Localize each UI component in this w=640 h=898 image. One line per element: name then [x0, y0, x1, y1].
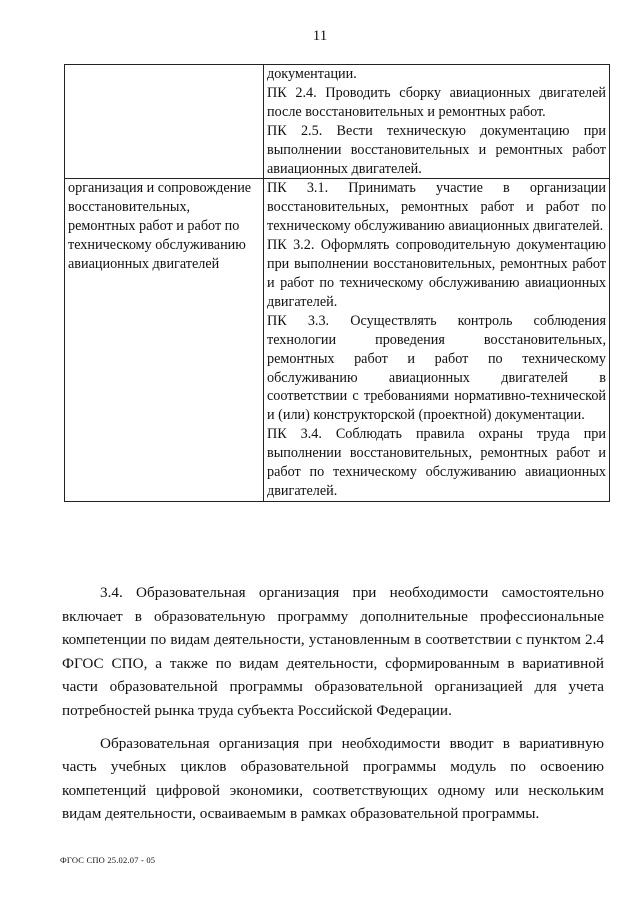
paragraph: 3.4. Образовательная организация при необходимости самостоятельно включает в образовательную программу дополнительные профессиональные компетенции по видам деятельности, установленным в соответствии с пунктом 2.4 ФГОС СПО, а также по видам деятельности, сформированным в вариативной части образовательной программы образовательной организацией для учета потребностей рынка труда субъекта Российской Федерации.: [62, 584, 604, 719]
competency-item: документации.: [267, 66, 357, 82]
competency-item: ПК 3.4. Соблюдать правила охраны труда при выполнении восстановительных, ремонтных работ и работ по техническому обслуживанию авиационных двигателей.: [267, 426, 606, 499]
footer-code: ФГОС СПО 25.02.07 - 05: [60, 855, 156, 865]
table-row: [65, 179, 610, 501]
activity-cell: [65, 65, 264, 179]
competency-item: ПК 2.4. Проводить сборку авиационных двигателей после восстановительных и ремонтных работ.: [267, 84, 606, 120]
body-text: [62, 581, 604, 826]
table-row: [65, 65, 610, 179]
activity-cell: организация и сопровождение восстановительных, ремонтных работ и работ по техническому обслуживанию авиационных двигателей: [65, 179, 264, 501]
competencies-cell: [264, 179, 610, 501]
competencies-cell: [264, 65, 610, 179]
competency-item: ПК 3.2. Оформлять сопроводительную документацию при выполнении восстановительных, ремонтных работ и работ по техническому обслуживанию авиационных двигателей.: [267, 237, 606, 310]
competency-item: ПК 3.3. Осуществлять контроль соблюдения технологии проведения восстановительных, ремонтных работ и работ по техническому обслуживанию авиационных двигателей в соответствии с требованиями нормативно-технической и (или) конструкторской (проектной) документации.: [267, 312, 606, 424]
page-number: 11: [312, 28, 328, 44]
competency-item: ПК 3.1. Принимать участие в организации восстановительных, ремонтных работ и работ по техническому обслуживанию авиационных двигателей.: [267, 180, 606, 235]
competency-table: [64, 64, 610, 502]
paragraph: Образовательная организация при необходимости вводит в вариативную часть учебных циклов образовательной программы модуль по освоению компетенций цифровой экономики, соответствующих одному или нескольким видам деятельности, осваиваемым в рамках образовательной программы.: [62, 734, 604, 823]
competency-item: ПК 2.5. Вести техническую документацию при выполнении восстановительных и ремонтных работ авиационных двигателей.: [267, 122, 606, 177]
